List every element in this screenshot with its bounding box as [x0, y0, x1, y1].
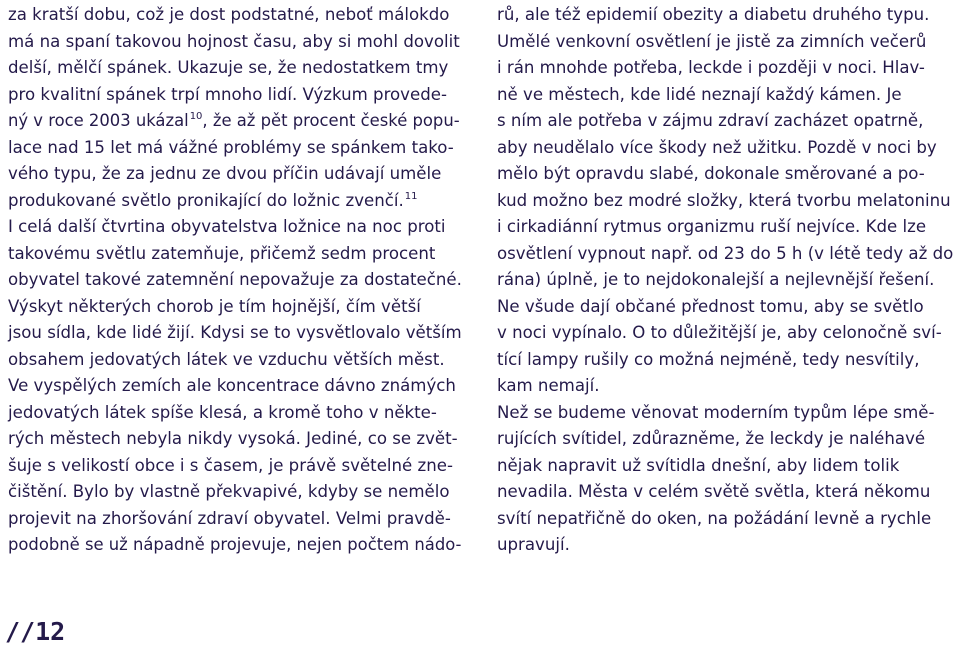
text-line: Výskyt některých chorob je tím hojnější, čím větší [8, 296, 421, 316]
text-line [8, 188, 463, 215]
text-line: šuje s velikostí obce i s časem, je právě světelné zne- [8, 455, 453, 475]
text-line: kam nemají. [497, 376, 600, 395]
right-text-column [497, 0, 957, 559]
text-line: I celá další čtvrtina obyvatelstva ložnice na noc proti [8, 217, 446, 236]
text-line: rých městech nebyla nikdy vysoká. Jediné, co se zvět- [8, 429, 458, 448]
text-line: mělo být opravdu slabé, dokonale směrované a po- [497, 164, 925, 183]
text-line: kud možno bez modré složky, která tvorbu melatoninu [497, 190, 951, 210]
text-line: obyvatel takové zatemnění nepovažuje za dostatečné. [8, 270, 462, 289]
text-line: osvětlení vypnout např. od 23 do 5 h (v létě tedy až do [497, 243, 954, 263]
text-line: ně ve městech, kde lidé neznají každý kámen. Je [497, 84, 902, 104]
text-line: rána) úplně, je to nejdokonalejší a nejlevnější řešení. [497, 270, 935, 289]
text-line: obsahem jedovatých látek ve vzduchu větších měst. [8, 349, 445, 369]
text-line: jsou sídla, kde lidé žijí. Kdysi se to vysvětlovalo větším [8, 323, 462, 342]
text-line: nějak napravit už svítidla dnešní, aby lidem tolik [497, 455, 900, 475]
footnote-ref: 11 [404, 190, 418, 202]
text-line: upravují. [497, 535, 570, 554]
text-line: aby neudělalo více škody než užitku. Pozdě v noci by [497, 137, 937, 157]
text-line: pro kvalitní spánek trpí mnoho lidí. Výzkum provede- [8, 84, 447, 104]
text-line: za kratší dobu, což je dost podstatné, neboť málokdo [8, 5, 450, 24]
text-line: i cirkadiánní rytmus organizmu ruší nejvíce. Kde lze [497, 217, 927, 236]
text-fragment: produkované světlo pronikající do ložnic zvenčí. [8, 190, 404, 210]
text-line: vého typu, že za jednu ze dvou příčin udávají uměle [8, 164, 442, 183]
text-line: jedovatých látek spíše klesá, a kromě toho v někte- [8, 402, 437, 422]
text-line: podobně se už nápadně projevuje, nejen počtem nádo- [8, 535, 462, 554]
text-line: projevit na zhoršování zdraví obyvatel. Velmi pravdě- [8, 508, 451, 528]
text-line: Než se budeme věnovat moderním typům lépe smě- [497, 402, 935, 422]
text-fragment: ný v roce 2003 ukázal [8, 111, 189, 130]
text-line: s ním ale potřeba v zájmu zdraví zacházet opatrně, [497, 111, 924, 130]
text-line: tící lampy rušily co možná nejméně, tedy nesvítily, [497, 349, 920, 369]
text-line: lace nad 15 let má vážné problémy se spánkem tako- [8, 137, 454, 157]
text-line: má na spaní takovou hojnost času, aby si mohl dovolit [8, 31, 460, 51]
text-line: rujících svítidel, zdůrazněme, že leckdy je naléhavé [497, 429, 926, 448]
text-line: i rán mnohde potřeba, leckde i později v noci. Hlav- [497, 58, 925, 77]
left-text-column [8, 0, 463, 559]
text-line: Ve vyspělých zemích ale koncentrace dávno známých [8, 376, 456, 395]
text-line [8, 108, 463, 135]
text-line: delší, mělčí spánek. Ukazuje se, že nedostatkem tmy [8, 58, 449, 77]
text-line: Ne všude dají občané přednost tomu, aby se světlo [497, 296, 924, 316]
text-line: v noci vypínalo. O to důležitější je, aby celonočně sví- [497, 323, 942, 342]
text-line: nevadila. Města v celém světě světla, která někomu [497, 482, 931, 501]
footnote-ref: 10 [189, 111, 203, 122]
text-line: takovému světlu zatemňuje, přičemž sedm procent [8, 243, 436, 263]
page-number: //12 [5, 617, 66, 646]
text-line: čištění. Bylo by vlastně překvapivé, kdyby se nemělo [8, 482, 450, 501]
text-line: svítí nepatřičně do oken, na požádání levně a rychle [497, 508, 932, 528]
text-fragment: , že až pět procent české popu- [202, 111, 460, 130]
text-line: rů, ale též epidemií obezity a diabetu druhého typu. [497, 5, 930, 24]
text-line: Umělé venkovní osvětlení je jistě za zimních večerů [497, 31, 927, 51]
